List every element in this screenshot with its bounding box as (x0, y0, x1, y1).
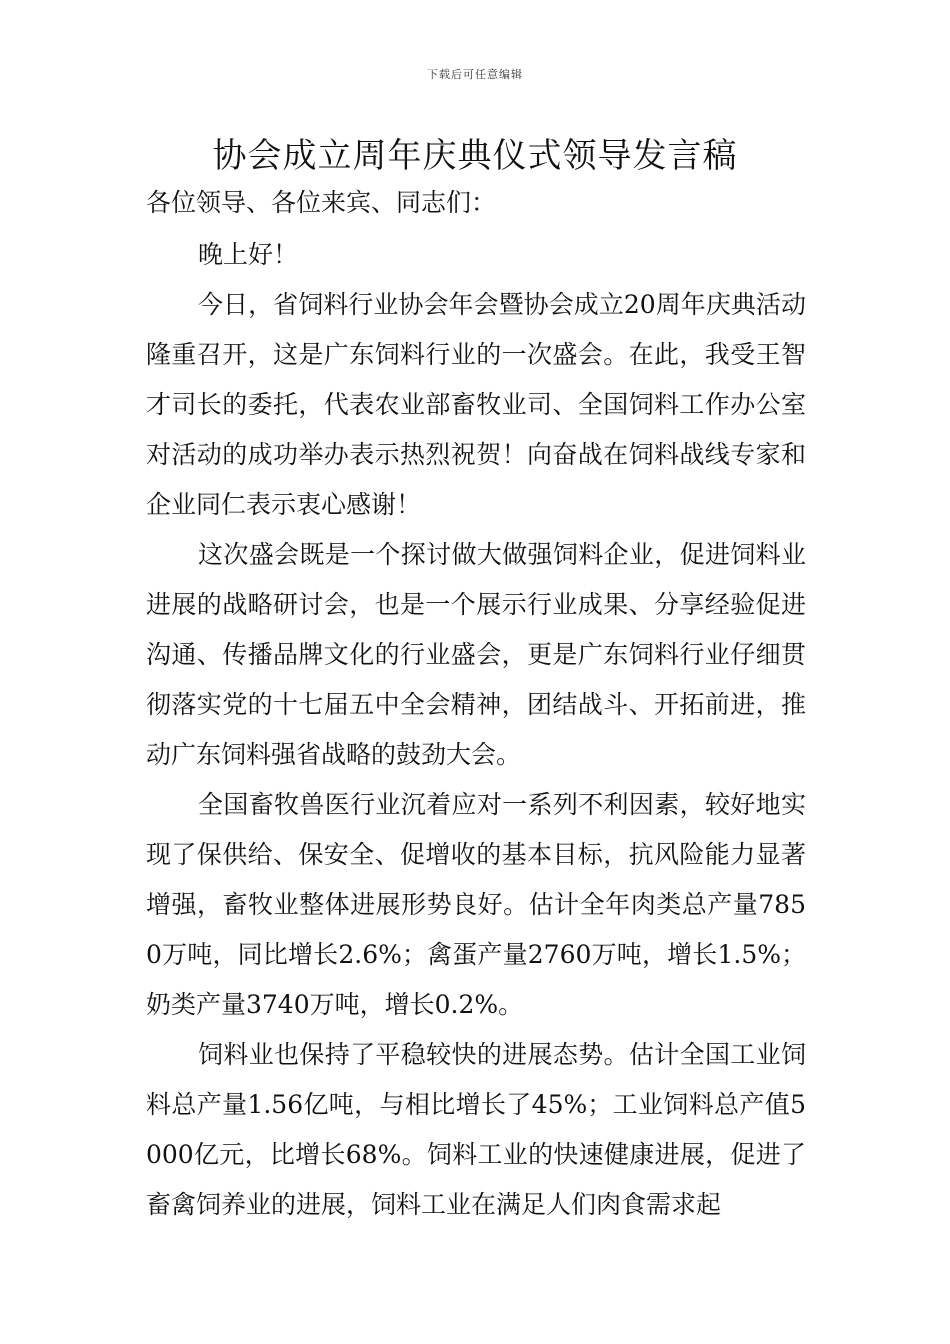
paragraph: 这次盛会既是一个探讨做大做强饲料企业，促进饲料业进展的战略研讨会，也是一个展示行业成果、分享经验促进沟通、传播品牌文化的行业盛会，更是广东饲料行业仔细贯彻落实党的十七届五中全会精神，团结战斗、开拓前进，推动广东饲料强省战略的鼓劲大会。 (146, 540, 806, 769)
greeting: 晚上好！ (198, 240, 299, 269)
paragraph: 全国畜牧兽医行业沉着应对一系列不利因素，较好地实现了保供给、保安全、促增收的基本目标，抗风险能力显著增强，畜牧业整体进展形势良好。估计全年肉类总产量7850万吨，同比增长2.6%；禽蛋产量2760万吨，增长1.5%；奶类产量3740万吨，增长0.2%。 (146, 790, 806, 1019)
document-body (146, 178, 806, 1230)
paragraph: 饲料业也保持了平稳较快的进展态势。估计全国工业饲料总产量1.56亿吨，与相比增长了45%；工业饲料总产值5000亿元，比增长68%。饲料工业的快速健康进展，促进了畜禽饲养业的进展，饲料工业在满足人们肉食需求起 (146, 1040, 806, 1219)
page-title: 协会成立周年庆典仪式领导发言稿 (212, 136, 738, 176)
header-note: 下载后可任意编辑 (427, 68, 523, 81)
paragraph: 今日，省饲料行业协会年会暨协会成立20周年庆典活动隆重召开，这是广东饲料行业的一次盛会。在此，我受王智才司长的委托，代表农业部畜牧业司、全国饲料工作办公室对活动的成功举办表示热烈祝贺！向奋战在饲料战线专家和企业同仁表示衷心感谢！ (146, 290, 806, 519)
salutation: 各位领导、各位来宾、同志们： (146, 188, 497, 217)
